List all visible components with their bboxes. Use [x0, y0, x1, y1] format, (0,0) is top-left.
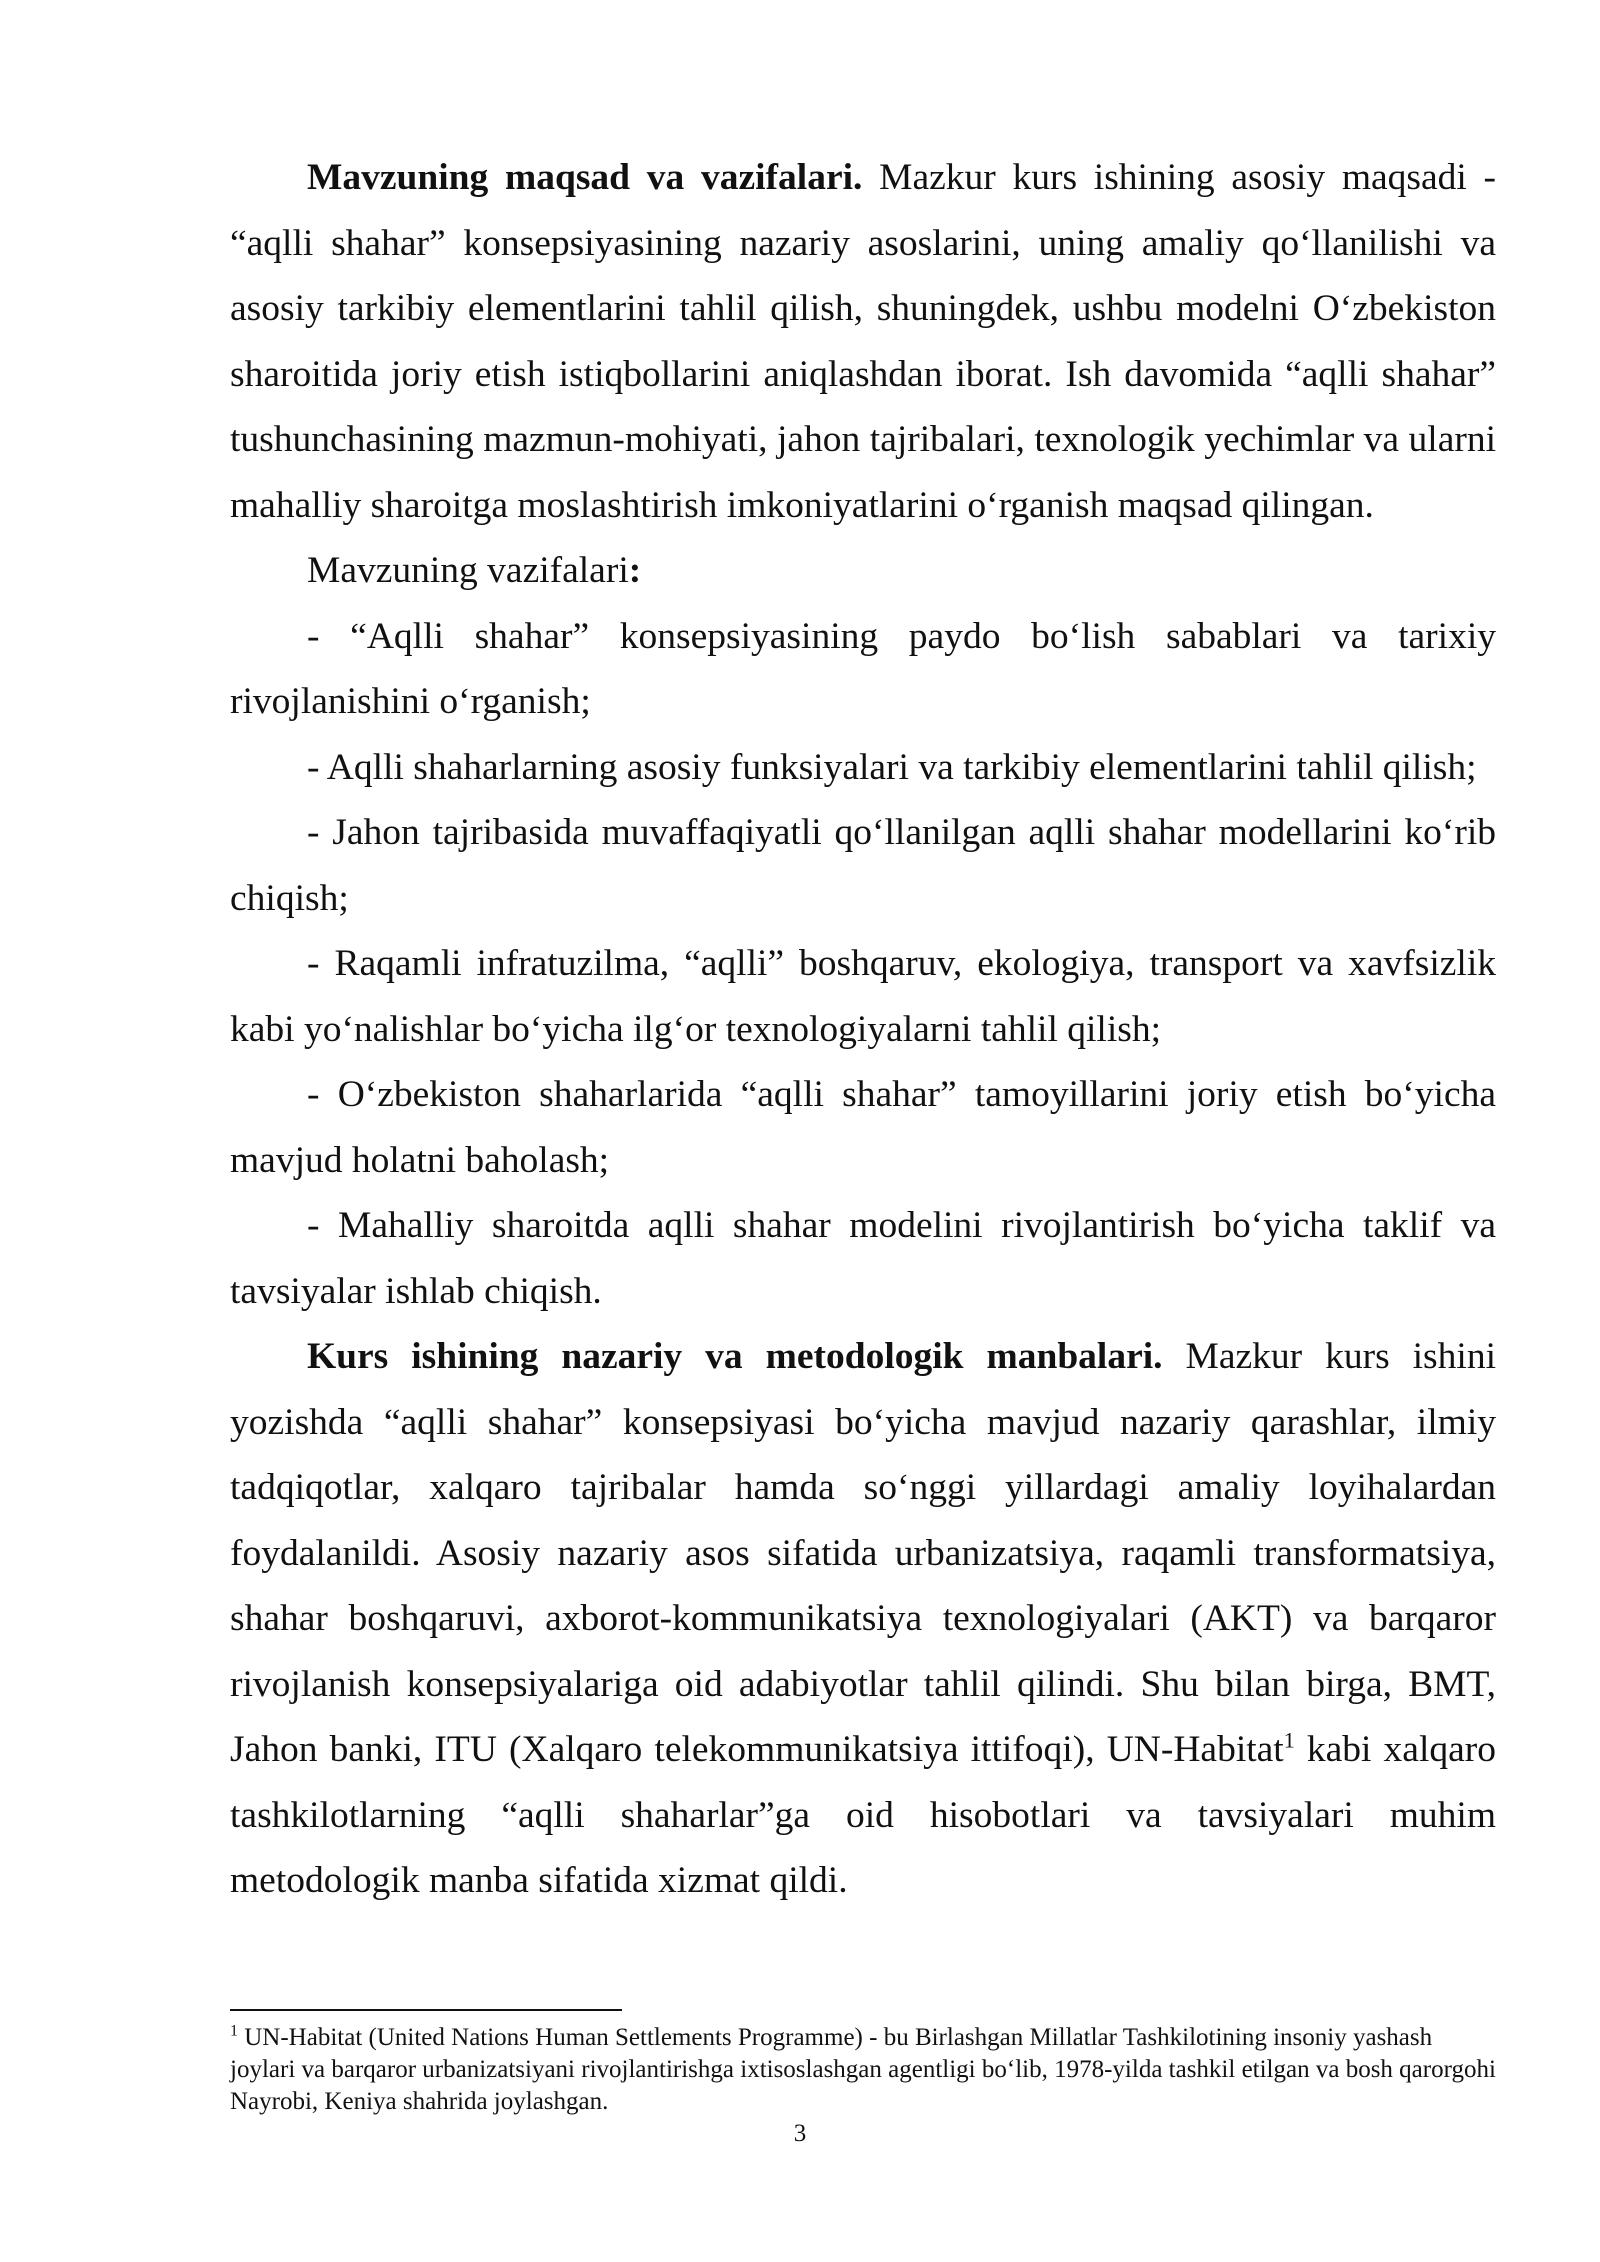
document-body [230, 145, 1496, 1914]
page-number: 3 [793, 2120, 807, 2147]
paragraph-goals-text: Mazkur kurs ishining asosiy maqsadi - “aqlli shahar” konsepsiyasining nazariy asoslarini, uning amaliy qo‘llanilishi va asosiy tarkibiy elementlarini tahlil qilish, shuningdek, ushbu modelni O‘zbekiston sharoitida joriy etish istiqbollarini aniqlashdan iborat. Ish davomida “aqlli shahar” tushunchasining mazmun-mohiyati, jahon tajribalari, texnologik yechimlar va ularni mahalliy sharoitga moslashtirish imkoniyatlarini o‘rganish maqsad qilingan. [230, 157, 1496, 526]
paragraph-sources [230, 1324, 1496, 1914]
footnote-text: UN-Habitat (United Nations Human Settlements Programme) - bu Birlashgan Millatlar Tashkilotining insoniy yashash joylari va barqaror urbanizatsiyani rivojlantirishga ixtisoslashgan agentligi bo‘lib, 1978-yilda tashkil etilgan va bosh qarorgohi Nayrobi, Keniya shahrida joylashgan. [230, 2024, 1496, 2115]
tasks-heading-colon: : [628, 550, 642, 591]
footnote-reference[interactable]: 1 [1283, 1727, 1295, 1753]
task-item: - O‘zbekiston shaharlarida “aqlli shahar” tamoyillarini joriy etish bo‘yicha mavjud holatni baholash; [230, 1074, 1496, 1181]
tasks-heading-text: Mavzuning vazifalari [307, 550, 629, 591]
footnote-mark: 1 [230, 2022, 238, 2040]
paragraph-sources-text: Mazkur kurs ishini yozishda “aqlli shahar” konsepsiyasi bo‘yicha mavjud nazariy qarashlar, ilmiy tadqiqotlar, xalqaro tajribalar hamda so‘nggi yillardagi amaliy loyihalardan foydalanildi. Asosiy nazariy asos sifatida urbanizatsiya, raqamli transformatsiya, shahar boshqaruvi, axborot-kommunikatsiya texnologiyalari (AKT) va barqaror rivojlanish konsepsiyalariga oid adabiyotlar tahlil qilindi. Shu bilan birga, BMT, Jahon banki, ITU (Xalqaro telekommunikatsiya ittifoqi), UN-Habitat [230, 1336, 1496, 1770]
task-item: - Aqlli shaharlarning asosiy funksiyalari va tarkibiy elementlarini tahlil qilish; [307, 746, 1477, 788]
heading-sources: Kurs ishining nazariy va metodologik manbalari. [307, 1336, 1163, 1377]
footnote-separator [230, 2009, 622, 2011]
paragraph-tasks-heading [230, 538, 1496, 604]
footnote [230, 2022, 1496, 2118]
paragraph-sources-text-after: kabi xalqaro tashkilotlarning “aqlli shaharlar”ga oid hisobotlari va tavsiyalari muhim metodologik manba sifatida xizmat qildi. [230, 1729, 1496, 1901]
task-item: - Jahon tajribasida muvaffaqiyatli qo‘llanilgan aqlli shahar modellarini ko‘rib chiqish; [230, 812, 1496, 919]
task-item: - Raqamli infratuzilma, “aqlli” boshqaruv, ekologiya, transport va xavfsizlik kabi yo‘nalishlar bo‘yicha ilg‘or texnologiyalarni tahlil qilish; [230, 943, 1496, 1050]
task-item: - Mahalliy sharoitda aqlli shahar modelini rivojlantirish bo‘yicha taklif va tavsiyalar ishlab chiqish. [230, 1205, 1496, 1312]
heading-goals: Mavzuning maqsad va vazifalari. [307, 157, 863, 198]
paragraph-goals [230, 145, 1496, 538]
task-item: - “Aqlli shahar” konsepsiyasining paydo bo‘lish sabablari va tarixiy rivojlanishini o‘rganish; [230, 615, 1496, 722]
